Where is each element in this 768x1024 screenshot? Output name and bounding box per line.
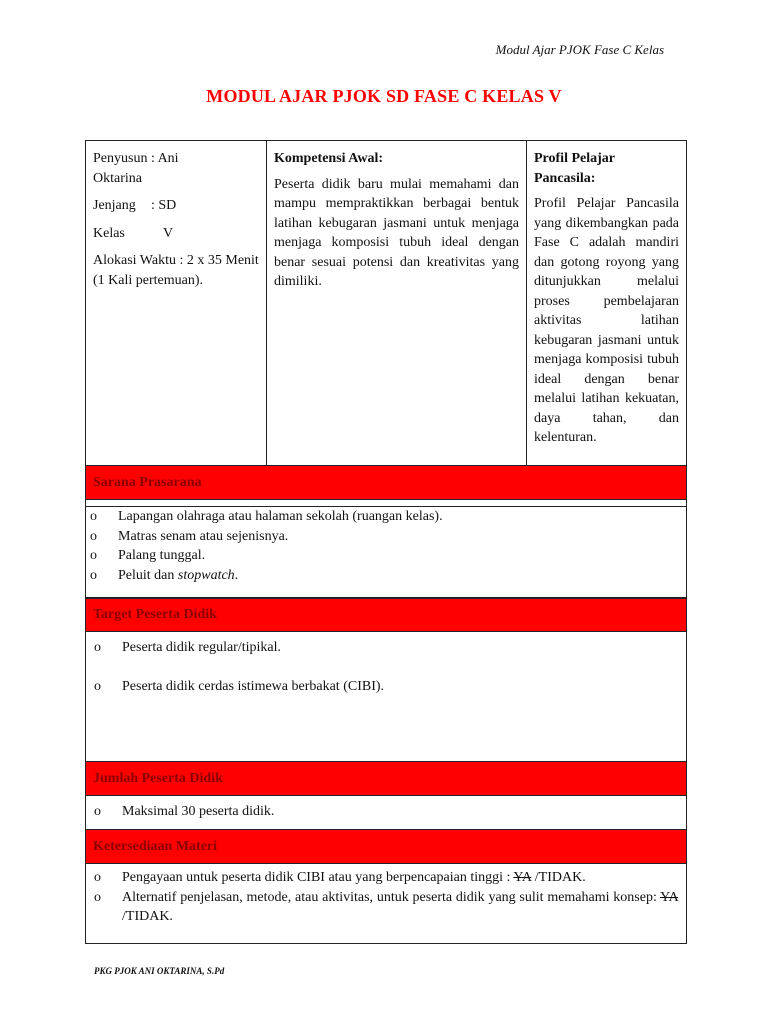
bullet-marker: o <box>90 509 97 524</box>
list-item: o Matras senam atau sejenisnya. <box>90 527 678 547</box>
kompetensi-heading: Kompetensi Awal: <box>274 151 384 166</box>
info-cell <box>86 141 267 465</box>
target-body <box>86 632 686 762</box>
penyusun-line2: Oktarina <box>93 170 142 186</box>
kompetensi-cell <box>267 141 527 465</box>
profil-heading: Profil Pelajar Pancasila: <box>534 151 615 186</box>
penyusun-line1: Penyusun : Ani <box>93 151 179 166</box>
sarana-heading: Sarana Prasarana <box>86 466 686 500</box>
materi-body <box>86 864 686 943</box>
kelas-label: Kelas <box>93 225 125 241</box>
jumlah-heading: Jumlah Peserta Didik <box>86 762 686 796</box>
list-item: o Maksimal 30 peserta didik. <box>94 802 678 822</box>
list-item: o Peserta didik cerdas istimewa berbakat (CIBI). <box>94 677 678 697</box>
ya-struck: YA <box>513 870 532 885</box>
bullet-marker: o <box>94 804 101 819</box>
document-title: MODUL AJAR PJOK SD FASE C KELAS V <box>206 86 562 106</box>
page-footer: PKG PJOK ANI OKTARINA, S.Pd <box>94 966 225 976</box>
kelas-row <box>93 224 259 244</box>
list-item: o Pengayaan untuk peserta didik CIBI atau yang berpencapaian tinggi : YA /TIDAK. <box>94 868 678 888</box>
jenjang-row <box>93 196 259 216</box>
list-item: o Lapangan olahraga atau halaman sekolah (ruangan kelas). <box>90 507 678 527</box>
bullet-marker: o <box>94 678 101 694</box>
module-table <box>85 140 687 944</box>
bullet-marker: o <box>94 640 101 655</box>
bullet-marker: o <box>90 567 97 583</box>
list-item: o Peluit dan stopwatch. <box>90 566 678 586</box>
running-header: Modul Ajar PJOK Fase C Kelas <box>495 42 664 57</box>
bullet-marker: o <box>90 548 97 563</box>
target-heading: Target Peserta Didik <box>86 598 686 632</box>
ya-struck: YA <box>660 889 678 905</box>
jumlah-body <box>86 796 686 830</box>
jenjang-label: Jenjang <box>93 198 136 213</box>
alokasi-waktu: Alokasi Waktu : 2 x 35 Menit (1 Kali pertemuan). <box>93 253 259 288</box>
sarana-list <box>85 506 687 598</box>
bullet-marker: o <box>94 889 101 905</box>
jenjang-value: : SD <box>151 198 177 213</box>
overview-row <box>86 141 686 466</box>
list-item: o Palang tunggal. <box>90 546 678 566</box>
profil-cell <box>527 141 686 465</box>
bullet-marker: o <box>94 870 101 885</box>
list-item: o Alternatif penjelasan, metode, atau aktivitas, untuk peserta didik yang sulit memahami konsep: YA /TIDAK. <box>94 888 678 927</box>
kompetensi-text: Peserta didik baru mulai memahami dan mampu mempraktikkan berbagai bentuk latihan kebugaran jasmani untuk menjaga menjaga komposisi tubuh ideal dengan benar sesuai potensi dan kreativitas yang dimiliki. <box>274 176 519 289</box>
bullet-marker: o <box>90 528 97 544</box>
sarana-body <box>86 506 686 598</box>
materi-heading: Ketersediaan Materi <box>86 830 686 864</box>
profil-text: Profil Pelajar Pancasila yang dikembangkan pada Fase C adalah mandiri dan gotong royong yang ditunjukkan melalui proses pembelajaran aktivitas latihan kebugaran jasmani untuk menjaga komposisi tubuh ideal dengan benar melalui latihan kekuatan, daya tahan, dan kelenturan. <box>534 196 679 445</box>
kelas-value: V <box>163 225 174 241</box>
list-item: o Peserta didik regular/tipikal. <box>94 638 678 658</box>
